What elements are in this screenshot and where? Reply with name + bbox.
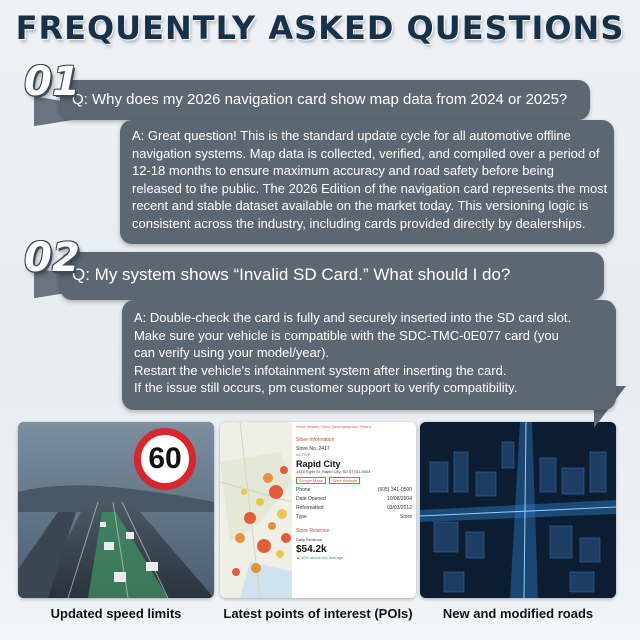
city-roads-illustration bbox=[420, 422, 616, 598]
answer-line: released to the public. The 2026 Edition of the navigation card represents the most bbox=[132, 180, 608, 196]
faq-answer-2 bbox=[122, 300, 616, 410]
caption-pois: Latest points of interest (POIs) bbox=[223, 606, 413, 621]
answer-line: recent and stable dataset available on the market today. This versioning logic is bbox=[132, 198, 589, 214]
google-maps-button[interactable]: Google Maps bbox=[296, 477, 326, 484]
caption-roads: New and modified roads bbox=[442, 606, 594, 621]
tab-filters[interactable]: Filters bbox=[359, 424, 371, 429]
answer-line: consistent across the industry, including cards provided directly by dealerships. bbox=[132, 215, 586, 231]
tab-store-demographics[interactable]: Store Demographics bbox=[321, 424, 358, 429]
store-address: 1415 Eglin St, Rapid City, SD 57701-5004 bbox=[296, 469, 371, 474]
store-card-tabs bbox=[296, 424, 412, 429]
store-info-card bbox=[292, 422, 416, 598]
tab-store-details[interactable]: Store Details bbox=[296, 424, 319, 429]
revenue-section-title: Store Revenue bbox=[296, 528, 330, 534]
answer-line: A: Great question! This is the standard update cycle for all automotive offline bbox=[132, 128, 571, 143]
store-website-button[interactable]: Store Website bbox=[329, 477, 360, 484]
answer-line: If the issue still occurs, pm customer support to verify compatibility. bbox=[134, 380, 518, 396]
answer-line: Make sure your vehicle is compatible with the SDC-TMC-0E077 card (you bbox=[134, 327, 559, 343]
field-row: Reformatted 03/03/2012 bbox=[296, 505, 412, 511]
store-section-title: Store Information bbox=[296, 437, 335, 443]
field-row: Phone (605) 341-0500 bbox=[296, 487, 412, 493]
store-number: Store No. 2417 bbox=[296, 446, 330, 452]
revenue-label: Daily Revenue bbox=[296, 537, 323, 542]
speed-limit-image bbox=[18, 422, 214, 598]
answer-line: can verify using your model/year). bbox=[134, 345, 330, 361]
field-row: Type Store bbox=[296, 514, 412, 520]
faq-number-2: 02 bbox=[24, 235, 80, 281]
faq-question-2: Q: My system shows “Invalid SD Card.” What should I do? bbox=[60, 252, 604, 300]
speed-limit-sign-icon: 60 bbox=[134, 428, 196, 490]
faq-question-1: Q: Why does my 2026 navigation card show map data from 2024 or 2025? bbox=[60, 80, 590, 120]
revenue-value: $54.2k bbox=[296, 544, 327, 555]
page-title: FREQUENTLY ASKED QUESTIONS bbox=[15, 9, 625, 47]
car-icon bbox=[104, 542, 114, 550]
faq-number-1: 01 bbox=[24, 59, 80, 105]
field-row: Date Opened 10/08/2004 bbox=[296, 496, 412, 502]
roads-image bbox=[420, 422, 616, 598]
answer-line: 12-18 months to ensure maximum accuracy and road safety before being bbox=[132, 163, 555, 179]
revenue-note: ▲ 10% above the average bbox=[296, 555, 344, 560]
poi-map-image bbox=[220, 422, 416, 598]
answer-line: Restart the vehicle's infotainment system after inserting the card. bbox=[134, 362, 507, 378]
store-name: Rapid City bbox=[296, 459, 341, 469]
answer-line: navigation systems. Map data is collected, verified, and compiled over a period of bbox=[132, 145, 600, 161]
status-badge: ACTIVE bbox=[296, 452, 311, 457]
answer-line: A: Double-check the card is fully and securely inserted into the SD card slot. bbox=[134, 310, 572, 325]
faq-answer-1 bbox=[120, 120, 614, 244]
caption-speed-limits: Updated speed limits bbox=[50, 606, 182, 621]
